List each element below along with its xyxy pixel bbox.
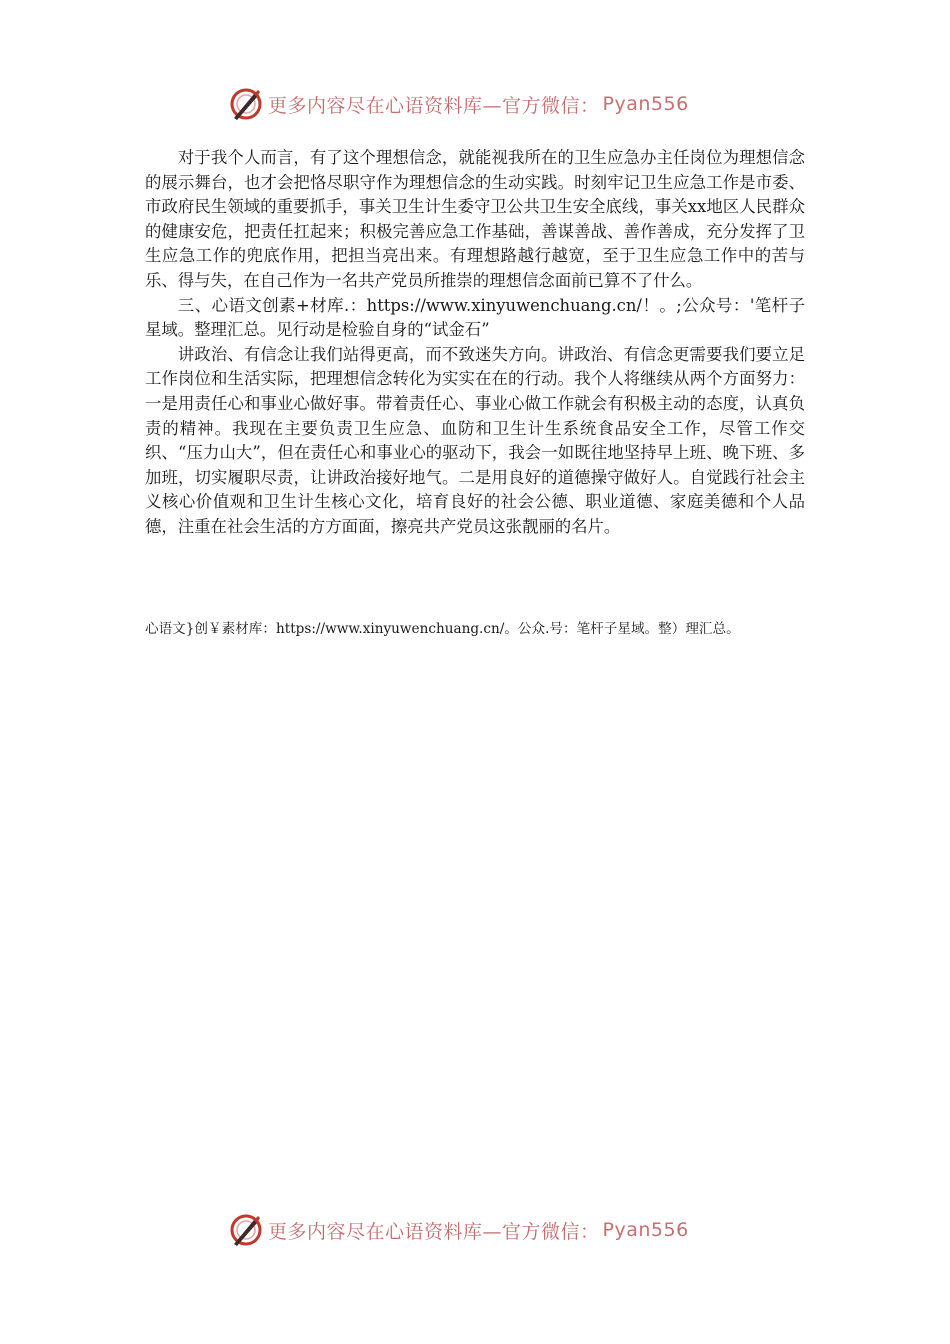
paragraph-3: 讲政治、有信念让我们站得更高，而不致迷失方向。讲政治、有信念更需要我们要立足工作岗位和生活实际，把理想信念转化为实实在在的行动。我个人将继续从两个方面努力：一是用责任心和事业心做好事。带着责任心、事业心做工作就会有积极主动的态度，认真负责的精神。我现在主要负责卫生应急、血防和卫生计生系统食品安全工作，尽管工作交织、“压力山大”，但在责任心和事业心的驱动下，我会一如既往地坚持早上班、晚下班、多加班，切实履职尽责，让讲政治接好地气。二是用良好的道德操守做好人。自觉践行社会主义核心价值观和卫生计生核心文化，培育良好的社会公德、职业道德、家庭美德和个人品德，注重在社会生活的方方面面，擦亮共产党员这张靓丽的名片。: [145, 344, 805, 536]
pen-logo-icon: [228, 86, 264, 122]
document-body: [145, 146, 805, 540]
banner-text: 更多内容尽在心语资料库—官方微信：: [268, 1220, 600, 1243]
header-banner: [228, 84, 748, 124]
banner-wechat-id: Pyan556: [602, 93, 689, 115]
footer-banner: [228, 1210, 748, 1250]
banner-wechat-id: Pyan556: [602, 1219, 689, 1241]
banner-text: 更多内容尽在心语资料库—官方微信：: [268, 94, 600, 117]
paragraph-1: 对于我个人而言，有了这个理想信念，就能视我所在的卫生应急办主任岗位为理想信念的展示舞台，也才会把恪尽职守作为理想信念的生动实践。时刻牢记卫生应急工作是市委、市政府民生领域的重要抓手，事关卫生计生委守卫公共卫生安全底线，事关xx地区人民群众的健康安危，把责任扛起来；积极完善应急工作基础，善谋善战、善作善成，充分发挥了卫生应急工作的兜底作用，把担当亮出来。有理想路越行越宽，至于卫生应急工作中的苦与乐、得与失，在自己作为一名共产党员所推崇的理想信念面前已算不了什么。: [145, 148, 805, 290]
paragraph-2: 三、心语文创素+材库.：https://www.xinyuwenchuang.cn/！。;公众号：'笔杆子星域。整理汇总。见行动是检验自身的“试金石”: [145, 295, 805, 340]
pen-logo-icon: [228, 1212, 264, 1248]
source-footnote: 心语文}创￥素材库：https://www.xinyuwenchuang.cn/。公众.号：笔杆子星域。整）理汇总。: [145, 621, 740, 637]
